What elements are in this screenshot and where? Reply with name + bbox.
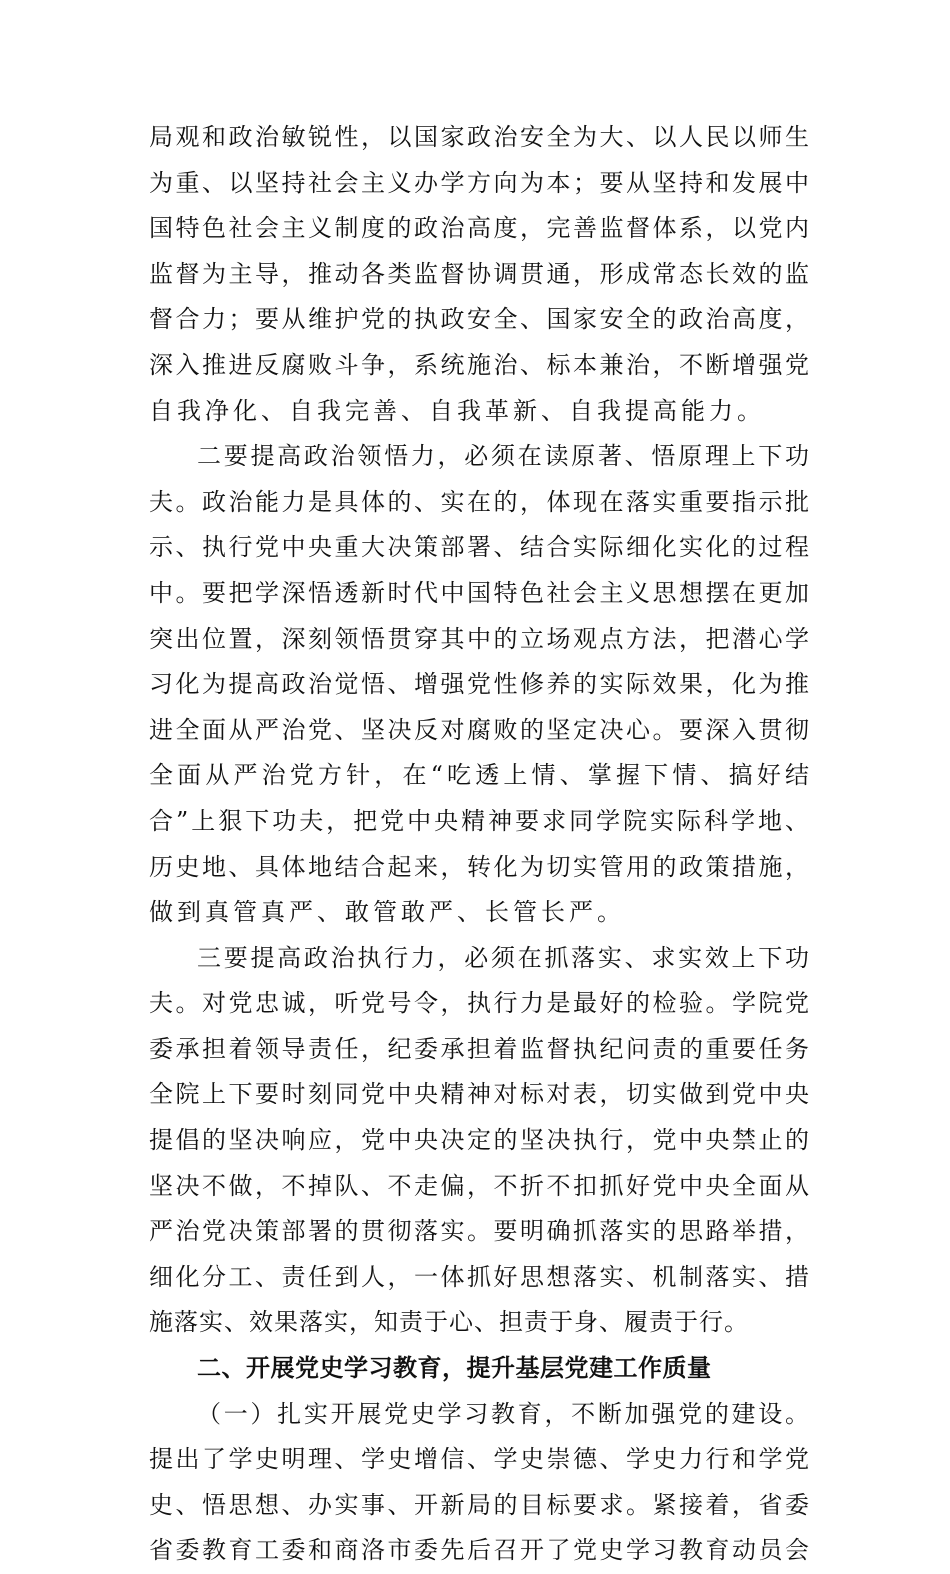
text-line: 省委教育工委和商洛市委先后召开了党史学习教育动员会 xyxy=(149,1536,809,1565)
text-line: 全院上下要时刻同党中央精神对标对表，切实做到党中央 xyxy=(149,1080,809,1109)
paragraph xyxy=(149,936,809,1346)
text-line: 提出了学史明理、学史增信、学史崇德、学史力行和学党 xyxy=(149,1445,809,1474)
text-line: 委承担着领导责任，纪委承担着监督执纪问责的重要任务 xyxy=(149,1034,809,1063)
text-line: 坚决不做，不掉队、不走偏，不折不扣抓好党中央全面从 xyxy=(149,1171,809,1200)
section-heading: 二、开展党史学习教育，提升基层党建工作质量 xyxy=(197,1354,712,1383)
text-line: 全面从严治党方针，在“吃透上情、掌握下情、搞好结 xyxy=(149,761,809,790)
text-line: 严治党决策部署的贯彻落实。要明确抓落实的思路举措， xyxy=(149,1217,809,1246)
text-line: 施落实、效果落实，知责于心、担责于身、履责于行。 xyxy=(149,1308,749,1337)
text-line: 为重、以坚持社会主义办学方向为本；要从坚持和发展中 xyxy=(149,168,809,197)
text-line: 督合力；要从维护党的执政安全、国家安全的政治高度， xyxy=(149,305,809,334)
text-line: 习化为提高政治觉悟、增强党性修养的实际效果，化为推 xyxy=(149,670,809,699)
paragraph xyxy=(149,434,809,936)
text-line: 进全面从严治党、坚决反对腐败的坚定决心。要深入贯彻 xyxy=(149,715,809,744)
text-line: 深入推进反腐败斗争，系统施治、标本兼治，不断增强党 xyxy=(149,350,809,379)
text-line: 二要提高政治领悟力，必须在读原著、悟原理上下功 xyxy=(197,442,809,471)
text-line: 国特色社会主义制度的政治高度，完善监督体系，以党内 xyxy=(149,214,809,243)
text-line: 夫。对党忠诚，听党号令，执行力是最好的检验。学院党 xyxy=(149,989,809,1018)
text-line: 做到真管真严、敢管敢严、长管长严。 xyxy=(149,898,625,927)
text-line: 史、悟思想、办实事、开新局的目标要求。紧接着，省委 xyxy=(149,1490,809,1519)
text-line: 示、执行党中央重大决策部署、结合实际细化实化的过程 xyxy=(149,533,809,562)
text-line: 中。要把学深悟透新时代中国特色社会主义思想摆在更加 xyxy=(149,578,809,607)
paragraph xyxy=(149,115,809,434)
text-line: 细化分工、责任到人，一体抓好思想落实、机制落实、措 xyxy=(149,1262,809,1291)
paragraph xyxy=(149,1392,809,1574)
section-heading-block xyxy=(149,1346,809,1392)
text-line: 监督为主导，推动各类监督协调贯通，形成常态长效的监 xyxy=(149,259,809,288)
text-line: 自我净化、自我完善、自我革新、自我提高能力。 xyxy=(149,396,765,425)
text-line: 合”上狠下功夫，把党中央精神要求同学院实际科学地、 xyxy=(149,806,809,835)
text-line: 三要提高政治执行力，必须在抓落实、求实效上下功 xyxy=(197,943,809,972)
text-line: 提倡的坚决响应，党中央决定的坚决执行，党中央禁止的 xyxy=(149,1126,809,1155)
text-line: 局观和政治敏锐性，以国家政治安全为大、以人民以师生 xyxy=(149,123,809,151)
text-line: 历史地、具体地结合起来，转化为切实管用的政策措施， xyxy=(149,852,809,881)
document-body xyxy=(149,115,809,1574)
text-line: 突出位置，深刻领悟贯穿其中的立场观点方法，把潜心学 xyxy=(149,624,809,653)
text-line: （一）扎实开展党史学习教育，不断加强党的建设。 xyxy=(197,1399,809,1428)
text-line: 夫。政治能力是具体的、实在的，体现在落实重要指示批 xyxy=(149,487,809,516)
